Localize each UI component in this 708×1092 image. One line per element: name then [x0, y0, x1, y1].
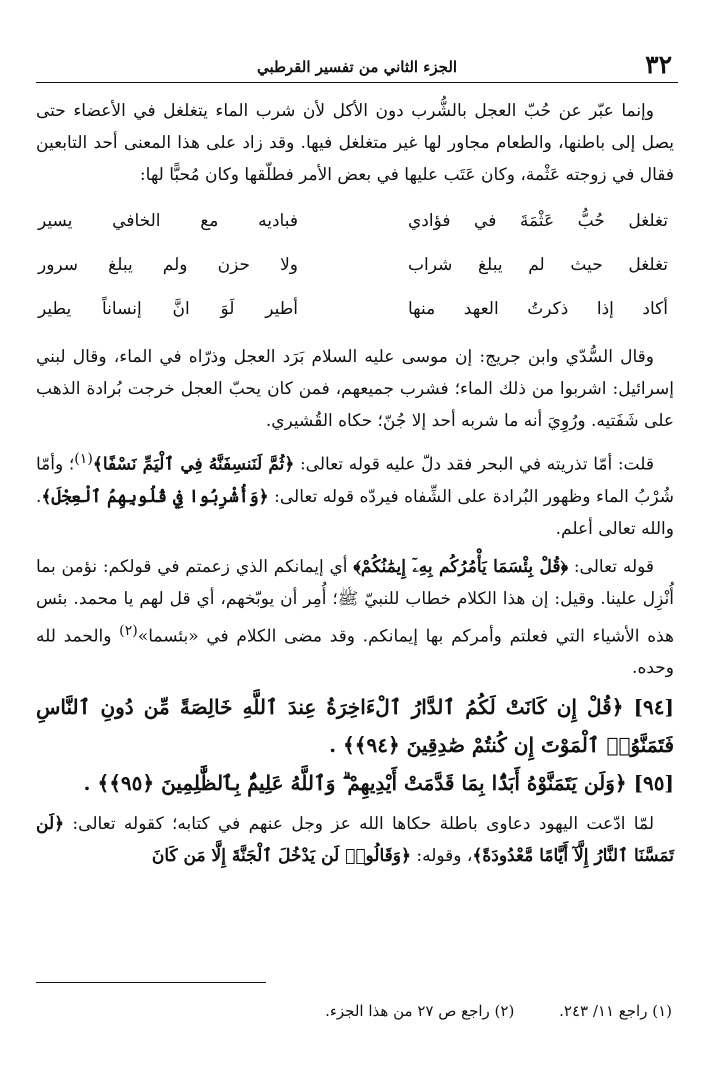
- verse-text: ﴿وَلَن يَتَمَنَّوْهُ أَبَدًۢا بِمَا قَدَّمَتْ أَيْدِيهِمْ ۗ وَٱللَّهُ عَلِيمٌۢ بِٱلظَّٰلِمِينَ ﴿٩٥﴾﴾ .: [83, 771, 627, 796]
- verse-number: [٩٤]: [633, 695, 674, 720]
- poem-line: [36, 293, 674, 329]
- header-rule: [36, 82, 678, 83]
- verse-text: ﴿قُلْ إِن كَانَتْ لَكُمُ ٱلدَّارُ ٱلْءَاخِرَةُ عِندَ ٱللَّهِ خَالِصَةً مِّن دُونِ ٱلنَّاسِ فَتَمَنَّوُا۟ ٱلْمَوْتَ إِن كُنتُمْ صَٰدِقِينَ ﴿٩٤﴾﴾ .: [36, 695, 674, 758]
- footnote-1: (١) راجع ١١/ ٢٤٣.: [559, 1002, 672, 1020]
- page-number: ٣٢: [645, 50, 672, 79]
- page-header: [36, 44, 678, 84]
- paragraph-4-text-c: والحمد لله وحده.: [36, 626, 674, 679]
- quran-quote: ﴿ثُمَّ لَنَنسِفَنَّهُ فِي ٱلْيَمِّ نَسْفًا﴾: [92, 454, 295, 475]
- poem-line: [36, 249, 674, 285]
- paragraph-3: [36, 443, 674, 545]
- footnote-marker: (١): [74, 451, 93, 467]
- paragraph-3-text-a: قلت: أمّا تذريته في البحر فقد دلّ عليه قوله تعالى:: [299, 454, 654, 475]
- verses-block: [36, 688, 674, 802]
- paragraph-5: [36, 808, 674, 872]
- quran-quote: ﴿وَقَالُوا۟ لَن يَدْخُلَ ٱلْجَنَّةَ إِلَّا مَن كَانَ: [151, 846, 411, 867]
- quran-quote: ﴿قُلْ بِئْسَمَا يَأْمُرُكُم بِهِۦٓ إِيمَٰنُكُمْ﴾: [353, 556, 568, 577]
- quran-quote: ﴿وَأُشْرِبُوا فِي قُلُوبِهِمُ ٱلْعِجْلَ﴾: [41, 486, 269, 507]
- verse-95: [36, 764, 674, 802]
- poem-second-hemistich: فباديه مع الخافي يسير: [38, 211, 298, 231]
- poem-second-hemistich: أطير لَوَ انَّ إنساناً يطير: [38, 299, 298, 319]
- poem-line: [36, 205, 674, 241]
- verse-94: [36, 688, 674, 764]
- running-title: الجزء الثاني من تفسير القرطبي: [256, 58, 458, 76]
- paragraph-3-text-c: . والله تعالى أعلم.: [36, 486, 674, 539]
- paragraph-4: [36, 551, 674, 685]
- poem-first-hemistich: تغلغل حيث لم يبلغ شراب: [408, 255, 668, 275]
- verse-number: [٩٥]: [633, 771, 674, 796]
- poem-second-hemistich: ولا حزن ولم يبلغ سرور: [38, 255, 298, 275]
- paragraph-5-text-a: لمّا ادّعت اليهود دعاوى باطلة حكاها الله عز وجل عنهم في كتابه؛ كقوله تعالى:: [72, 814, 654, 835]
- footnote-rule: [36, 982, 266, 983]
- poem-first-hemistich: تغلغل حُبُّ عَثْمَةَ في فؤادي: [408, 211, 668, 231]
- paragraph-4-text-b: أي إيمانكم الذي زعمتم في قولكم: نؤمن بما أُنْزِل علينا. وقيل: إن هذا الكلام خطاب للنبيّ ﷺ؛ أُمِر أن يوبّخهم، أي قل لهم يا محمد. بئس هذه الأشياء التي فعلتم وأمركم بها إيمانكم. وقد مضى الكلام في «بئسما»: [36, 556, 675, 647]
- footnote-marker: (٢): [119, 622, 138, 639]
- paragraph-3-text-b: ؛ وأمّا شُرْبُ الماء وظهور البُرادة على الشِّفاه فيردّه قوله تعالى:: [36, 454, 674, 507]
- paragraph-1: وإنما عبّر عن حُبّ العجل بالشُّرب دون الأكل لأن شرب الماء يتغلغل في الأعضاء حتى يصل إلى باطنها، والطعام مجاور لها غير متغلغل فيها. وقد زاد على هذا المعنى أحد التابعين فقال في زوجته عَثْمة، وكان عَتَب عليها في بعض الأمر فطلّقها وكان مُحبًّا لها:: [36, 101, 674, 185]
- quran-quote: ﴿لَن تَمَسَّنَا ٱلنَّارُ إِلَّآ أَيَّامًا مَّعْدُودَةً﴾: [36, 814, 674, 867]
- paragraph-5-text-b: ، وقوله:: [416, 846, 473, 867]
- footnotes: [36, 1000, 672, 1022]
- body-text: [36, 95, 674, 872]
- poem-first-hemistich: أكاد إذا ذكرتُ العهد منها: [408, 299, 668, 319]
- poem: [36, 205, 674, 331]
- paragraph-2: وقال السُّدّي وابن جريج: إن موسى عليه السلام بَرَد العجل وذرّاه في الماء، وقال لبني إسرائيل: اشربوا من ذلك الماء؛ فشرب جميعهم، فمن كان يحبّ العجل خرجت بُرادة الذهب على شَفَتيه. ورُوِيَ أنه ما شربه أحد إلا جُنّ؛ حكاه القُشيري.: [36, 347, 674, 431]
- footnote-2: (٢) راجع ص ٢٧ من هذا الجزء.: [325, 1002, 515, 1020]
- paragraph-4-text-a: قوله تعالى:: [573, 556, 655, 577]
